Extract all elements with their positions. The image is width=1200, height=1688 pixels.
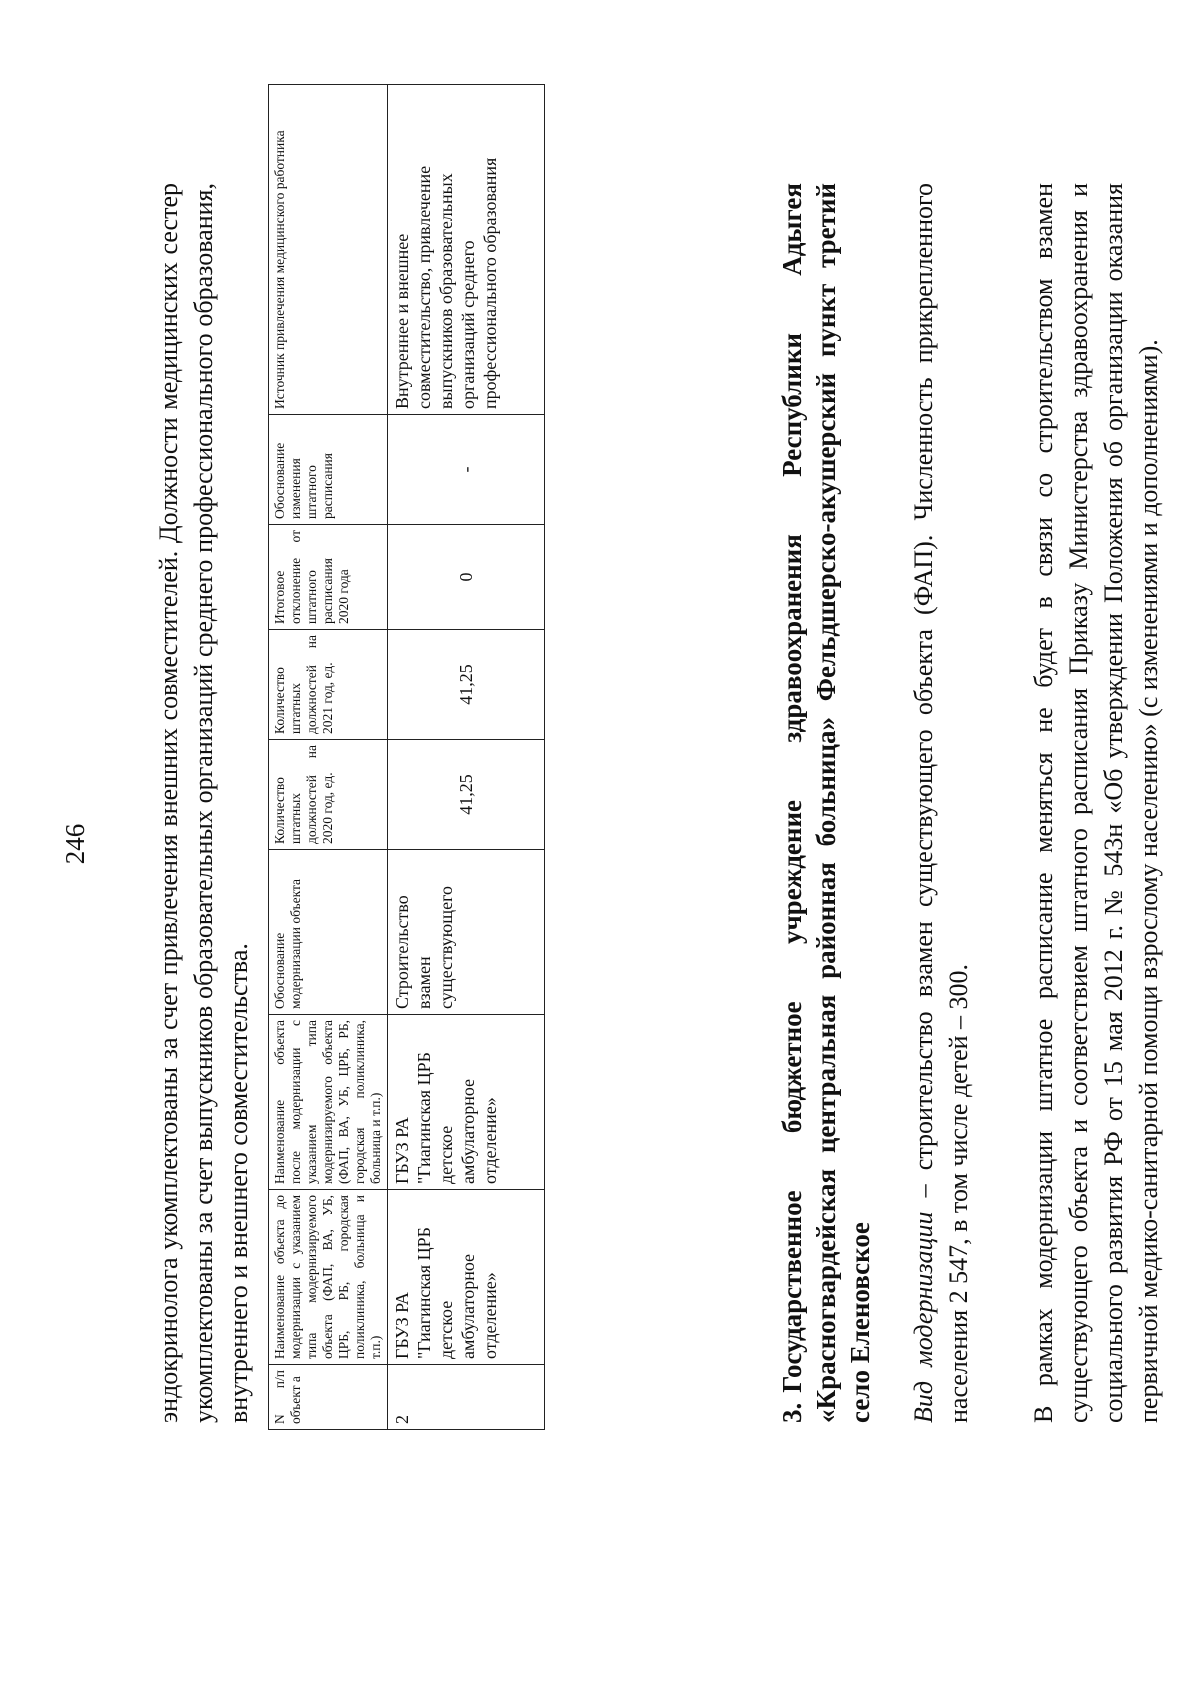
cell-deviation: 0 [388, 525, 545, 630]
modernization-paragraph [906, 183, 976, 1423]
header-cell-number: N п/п объект а [269, 1365, 388, 1430]
cell-source: Внутреннее и внешнее совместительство, привлечение выпускников образовательных организаций среднего профессионального образования [388, 85, 545, 415]
cell-name-before: ГБУЗ РА "Гиагинская ЦРБ детское амбулаторное отделение» [388, 1190, 545, 1365]
header-cell-change-reason: Обоснование изменения штатного расписания [269, 415, 388, 525]
cell-name-after: ГБУЗ РА "Гиагинская ЦРБ детское амбулаторное отделение» [388, 1015, 545, 1190]
intro-paragraph: эндокринолога укомплектованы за счет привлечения внешних совместителей. Должности медицинских сестер укомплектованы за счет выпускников образовательных организаций среднего профессионального образования, внутреннего и внешнего совместительства. [154, 183, 253, 1423]
header-cell-justification: Обоснование модернизации объекта [269, 850, 388, 1015]
header-cell-deviation: Итоговое отклонение от штатного расписания 2020 года [269, 525, 388, 630]
modernization-text: – строительство взамен существующего объекта (ФАП). Численность прикрепленного населения 2 547, в том числе детей – 300. [909, 182, 973, 1423]
table-header-row [269, 85, 388, 1430]
modernization-label: Вид модернизации [909, 1211, 938, 1423]
cell-positions-2020: 41,25 [388, 740, 545, 850]
cell-number: 2 [388, 1365, 545, 1430]
cell-change-reason: - [388, 415, 545, 525]
cell-positions-2021: 41,25 [388, 630, 545, 740]
header-cell-name-before: Наименование объекта до модернизации с указанием типа модернизируемого объекта (ФАП, ВА, УБ, ЦРБ, РБ, городская поликлиника, больница и т.п.) [269, 1190, 388, 1365]
section-number: 3. [777, 1402, 807, 1423]
closing-paragraph: В рамках модернизации штатное расписание меняться не будет в связи со строительством взамен существующего объекта и соответствием штатного расписания Приказу Министерства здравоохранения и социального развития РФ от 15 мая 2012 г. № 543н «Об утверждении Положения об организации оказания первичной медико-санитарной помощи взрослому населению» (с изменениями и дополнениями). [1029, 183, 1163, 1423]
header-cell-positions-2021: Количество штатных должностей на 2021 год, ед. [269, 630, 388, 740]
section-heading [775, 183, 877, 1423]
section-title: Государственное бюджетное учреждение здравоохранения Республики Адыгея «Красногвардейская центральная районная больница» Фельдшерско-акушерский пункт третий село Еленовское [777, 183, 875, 1423]
header-cell-positions-2020: Количество штатных должностей на 2020 год, ед. [269, 740, 388, 850]
header-cell-source: Источник привлечения медицинского работника [269, 85, 388, 415]
page-number: 246 [60, 823, 90, 865]
staffing-table [268, 84, 545, 1430]
table-row [388, 85, 545, 1430]
header-cell-name-after: Наименование объекта после модернизации с указанием типа модернизируемого объекта (ФАП, ВА, УБ, ЦРБ, РБ, городская поликлиника, больница и т.п.) [269, 1015, 388, 1190]
cell-justification: Строительство взамен существующего [388, 850, 545, 1015]
